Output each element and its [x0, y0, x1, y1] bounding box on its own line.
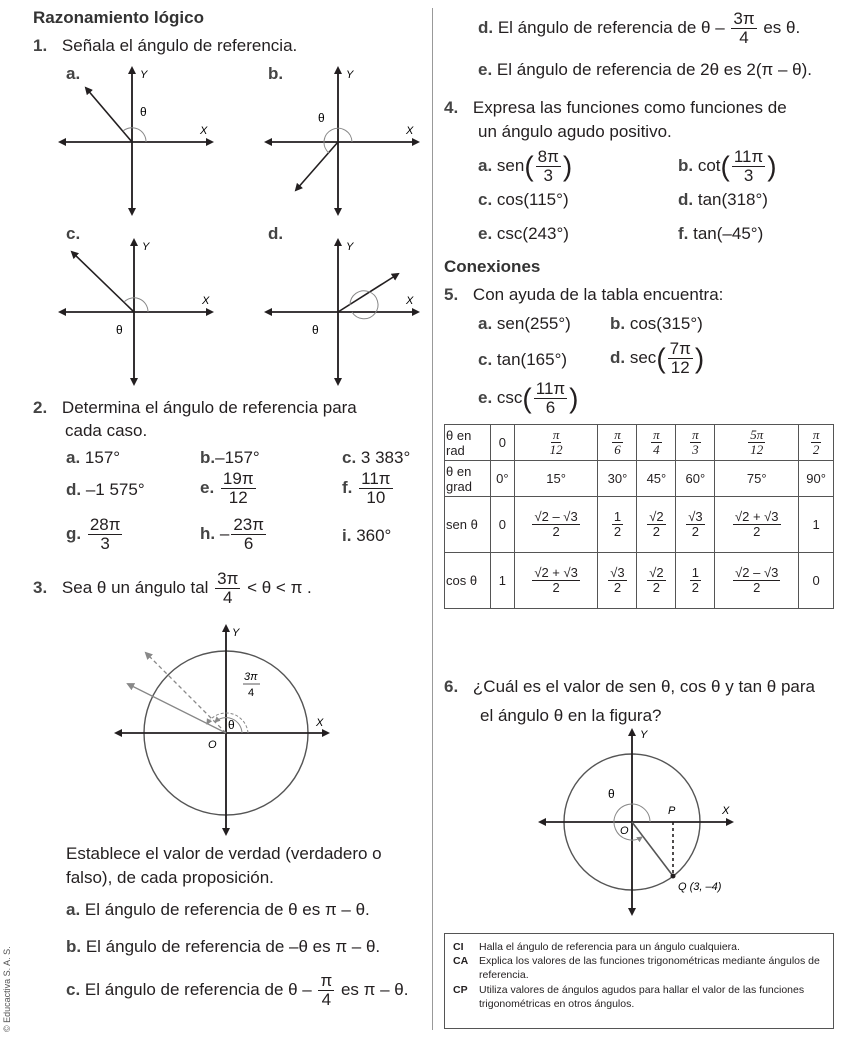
q1-label-c: c. — [66, 224, 81, 243]
section-title-conexiones: Conexiones — [444, 257, 541, 276]
copyright: © Educactiva S. A. S. — [2, 946, 12, 1032]
q2-item-g: g. $\frac{28\pi}{3}$ — [66, 515, 121, 553]
question-1 — [33, 36, 297, 56]
q1d-x-label: X — [406, 295, 414, 307]
q2-number: 2. — [33, 398, 48, 417]
table-cell: 60° — [676, 461, 715, 497]
table-cell: $\frac{√2 - √3}{2}$ — [514, 497, 598, 553]
q1b-x-label: X — [406, 125, 414, 137]
q2-text-2: cada caso. — [65, 421, 148, 440]
q3-theta-label: θ — [228, 718, 235, 732]
q4-item-e: e. csc(243°) — [478, 224, 569, 243]
q1-figure-a — [56, 64, 216, 216]
table-cell: 75° — [715, 461, 799, 497]
q3-statement: Establece el valor de verdad (verdadero o falso), de cada proposición. — [66, 844, 382, 887]
table-cell: 0 — [799, 553, 834, 609]
table-cell: 1 — [491, 553, 515, 609]
q3-three-pi-label: 3π — [244, 671, 258, 683]
q5-item-a: a. sen(255°) — [478, 314, 571, 333]
table-cell: $\frac{√2 - √3}{2}$ — [715, 553, 799, 609]
table-cell: 0 — [491, 497, 515, 553]
q3-item-a: a. El ángulo de referencia de θ es π – θ. — [66, 900, 370, 919]
legend-row-ca: CA Explica los valores de las funciones trigonométricas mediante ángulos de referencia. — [453, 955, 820, 982]
table-row-rad — [445, 425, 834, 461]
q3-item-c: c. El ángulo de referencia de θ – $\frac{\pi}{4}$ es π – θ. — [66, 971, 409, 1009]
q1c-theta-label: θ — [116, 323, 123, 337]
q1-text: Señala el ángulo de referencia. — [61, 36, 298, 55]
q1b-theta-label: θ — [318, 111, 325, 125]
q2-item-i: i. 360° — [342, 526, 392, 545]
q3-origin-label: O — [208, 739, 217, 751]
q3-x-label: X — [316, 717, 324, 729]
q1-label-b: b. — [268, 64, 284, 83]
question-4: 4. Expresa las funciones como funciones de un ángulo agudo positivo. — [444, 98, 787, 141]
q4-item-a: a. sen( $\frac{8\pi}{3}$ ) — [478, 147, 573, 185]
table-cell: 45° — [637, 461, 676, 497]
q3-item-b: b. El ángulo de referencia de –θ es π – θ. — [66, 937, 381, 956]
table-cell: 0 — [491, 425, 515, 461]
table-header-grad: θ en grad — [445, 461, 491, 497]
q1b-y-label: Y — [346, 69, 354, 81]
table-row-sen — [445, 497, 834, 553]
q5-item-c: c. tan(165°) — [478, 350, 568, 369]
table-cell: $\frac{√2 + √3}{2}$ — [514, 553, 598, 609]
q3-number: 3. — [33, 577, 48, 597]
table-cell: 15° — [514, 461, 598, 497]
table-cell: 90° — [799, 461, 834, 497]
q2-item-a: a. 157° — [66, 448, 121, 467]
table-row-cos — [445, 553, 834, 609]
table-cell: $\frac{√3}{2}$ — [598, 553, 637, 609]
question-2 — [33, 396, 357, 442]
table-cell: $\frac{5\pi}{12}$ — [715, 425, 799, 461]
table-cell: 0° — [491, 461, 515, 497]
q2-item-h: h. – $\frac{23\pi}{6}$ — [200, 515, 264, 553]
table-cell: 30° — [598, 461, 637, 497]
table-cell: $\frac{\pi}{4}$ — [637, 425, 676, 461]
q6-origin-label: O — [620, 825, 629, 837]
q3-item-d: d. El ángulo de referencia de θ – $\frac{3\pi}{4}$ es θ. — [478, 9, 801, 47]
q1-figure-c — [56, 236, 216, 388]
q3-item-e: e. El ángulo de referencia de 2θ es 2(π – θ). — [478, 60, 813, 79]
q3-text: Sea θ un ángulo tal — [61, 577, 209, 597]
table-cell: 1 — [799, 497, 834, 553]
question-6: 6. ¿Cuál es el valor de sen θ, cos θ y tan θ para el ángulo θ en la figura? — [444, 677, 815, 725]
table-cell: $\frac{1}{2}$ — [598, 497, 637, 553]
q2-item-c: c. 3 383° — [342, 448, 411, 467]
q2-item-b: b.–157° — [200, 448, 260, 467]
q3-y-label: Y — [232, 627, 240, 639]
q2-item-d: d. –1 575° — [66, 480, 145, 499]
q4-item-d: d. tan(318°) — [678, 190, 768, 209]
table-header-cos: cos θ — [445, 553, 491, 609]
q6-point-p-label: P — [668, 805, 676, 817]
legend-row-ci: CI Halla el ángulo de referencia para un ángulo cualquiera. — [453, 941, 740, 953]
q6-y-label: Y — [640, 729, 648, 741]
q5-item-e: e. csc( $\frac{11\pi}{6}$ ) — [478, 379, 579, 417]
q1a-theta-label: θ — [140, 105, 147, 119]
table-header-rad: θ en rad — [445, 425, 491, 461]
column-divider — [432, 8, 433, 1030]
q1d-theta-label: θ — [312, 323, 319, 337]
q4-item-b: b. cot( $\frac{11\pi}{3}$ ) — [678, 147, 777, 185]
competencies-legend — [444, 933, 834, 1029]
table-cell: $\frac{\pi}{3}$ — [676, 425, 715, 461]
q5-item-b: b. cos(315°) — [610, 314, 703, 333]
table-cell: $\frac{\pi}{2}$ — [799, 425, 834, 461]
q6-point-q-label: Q (3, –4) — [678, 881, 722, 893]
q4-item-f: f. tan(–45°) — [678, 224, 764, 243]
table-row-grad — [445, 461, 834, 497]
q6-x-label: X — [722, 805, 730, 817]
table-cell: $\frac{√2}{2}$ — [637, 497, 676, 553]
q4-item-c: c. cos(115°) — [478, 190, 569, 209]
question-3: 3. Sea θ un ángulo tal $\frac{3\pi}{4}$ < θ < π . — [33, 569, 312, 607]
q1c-x-label: X — [202, 295, 210, 307]
q3-relation: < θ < π . — [247, 577, 312, 597]
q3-four-label: 4 — [248, 687, 255, 699]
q3-unit-circle-figure — [112, 622, 332, 838]
table-cell: $\frac{\pi}{6}$ — [598, 425, 637, 461]
q1-figure-b — [262, 64, 422, 216]
q6-unit-circle-figure — [536, 726, 736, 916]
table-cell: $\frac{√2}{2}$ — [637, 553, 676, 609]
q1-label-d: d. — [268, 224, 284, 243]
q1c-y-label: Y — [142, 241, 150, 253]
q1a-x-label: X — [200, 125, 208, 137]
table-cell: $\frac{√3}{2}$ — [676, 497, 715, 553]
q1-number: 1. — [33, 36, 48, 55]
table-cell: $\frac{\pi}{12}$ — [514, 425, 598, 461]
q2-text-1: Determina el ángulo de referencia para — [61, 398, 357, 417]
q2-item-f: f. $\frac{11\pi}{10}$ — [342, 469, 391, 507]
table-cell: $\frac{√2 + √3}{2}$ — [715, 497, 799, 553]
table-cell: $\frac{1}{2}$ — [676, 553, 715, 609]
question-5: 5. Con ayuda de la tabla encuentra: — [444, 285, 724, 304]
q1-label-a: a. — [66, 64, 81, 83]
section-title-razonamiento: Razonamiento lógico — [33, 8, 204, 27]
q1d-y-label: Y — [346, 241, 354, 253]
legend-row-cp: CP Utiliza valores de ángulos agudos para hallar el valor de las funciones trigonométricas en otros ángulos. — [453, 983, 805, 1010]
table-header-sen: sen θ — [445, 497, 491, 553]
q1a-y-label: Y — [140, 69, 148, 81]
trig-values-table — [444, 424, 834, 609]
q5-item-d: d. sec( $\frac{7\pi}{12}$ ) — [610, 339, 705, 377]
q2-item-e: e. $\frac{19\pi}{12}$ — [200, 469, 254, 507]
q1-figure-d — [262, 236, 422, 388]
q6-theta-label: θ — [608, 787, 615, 801]
